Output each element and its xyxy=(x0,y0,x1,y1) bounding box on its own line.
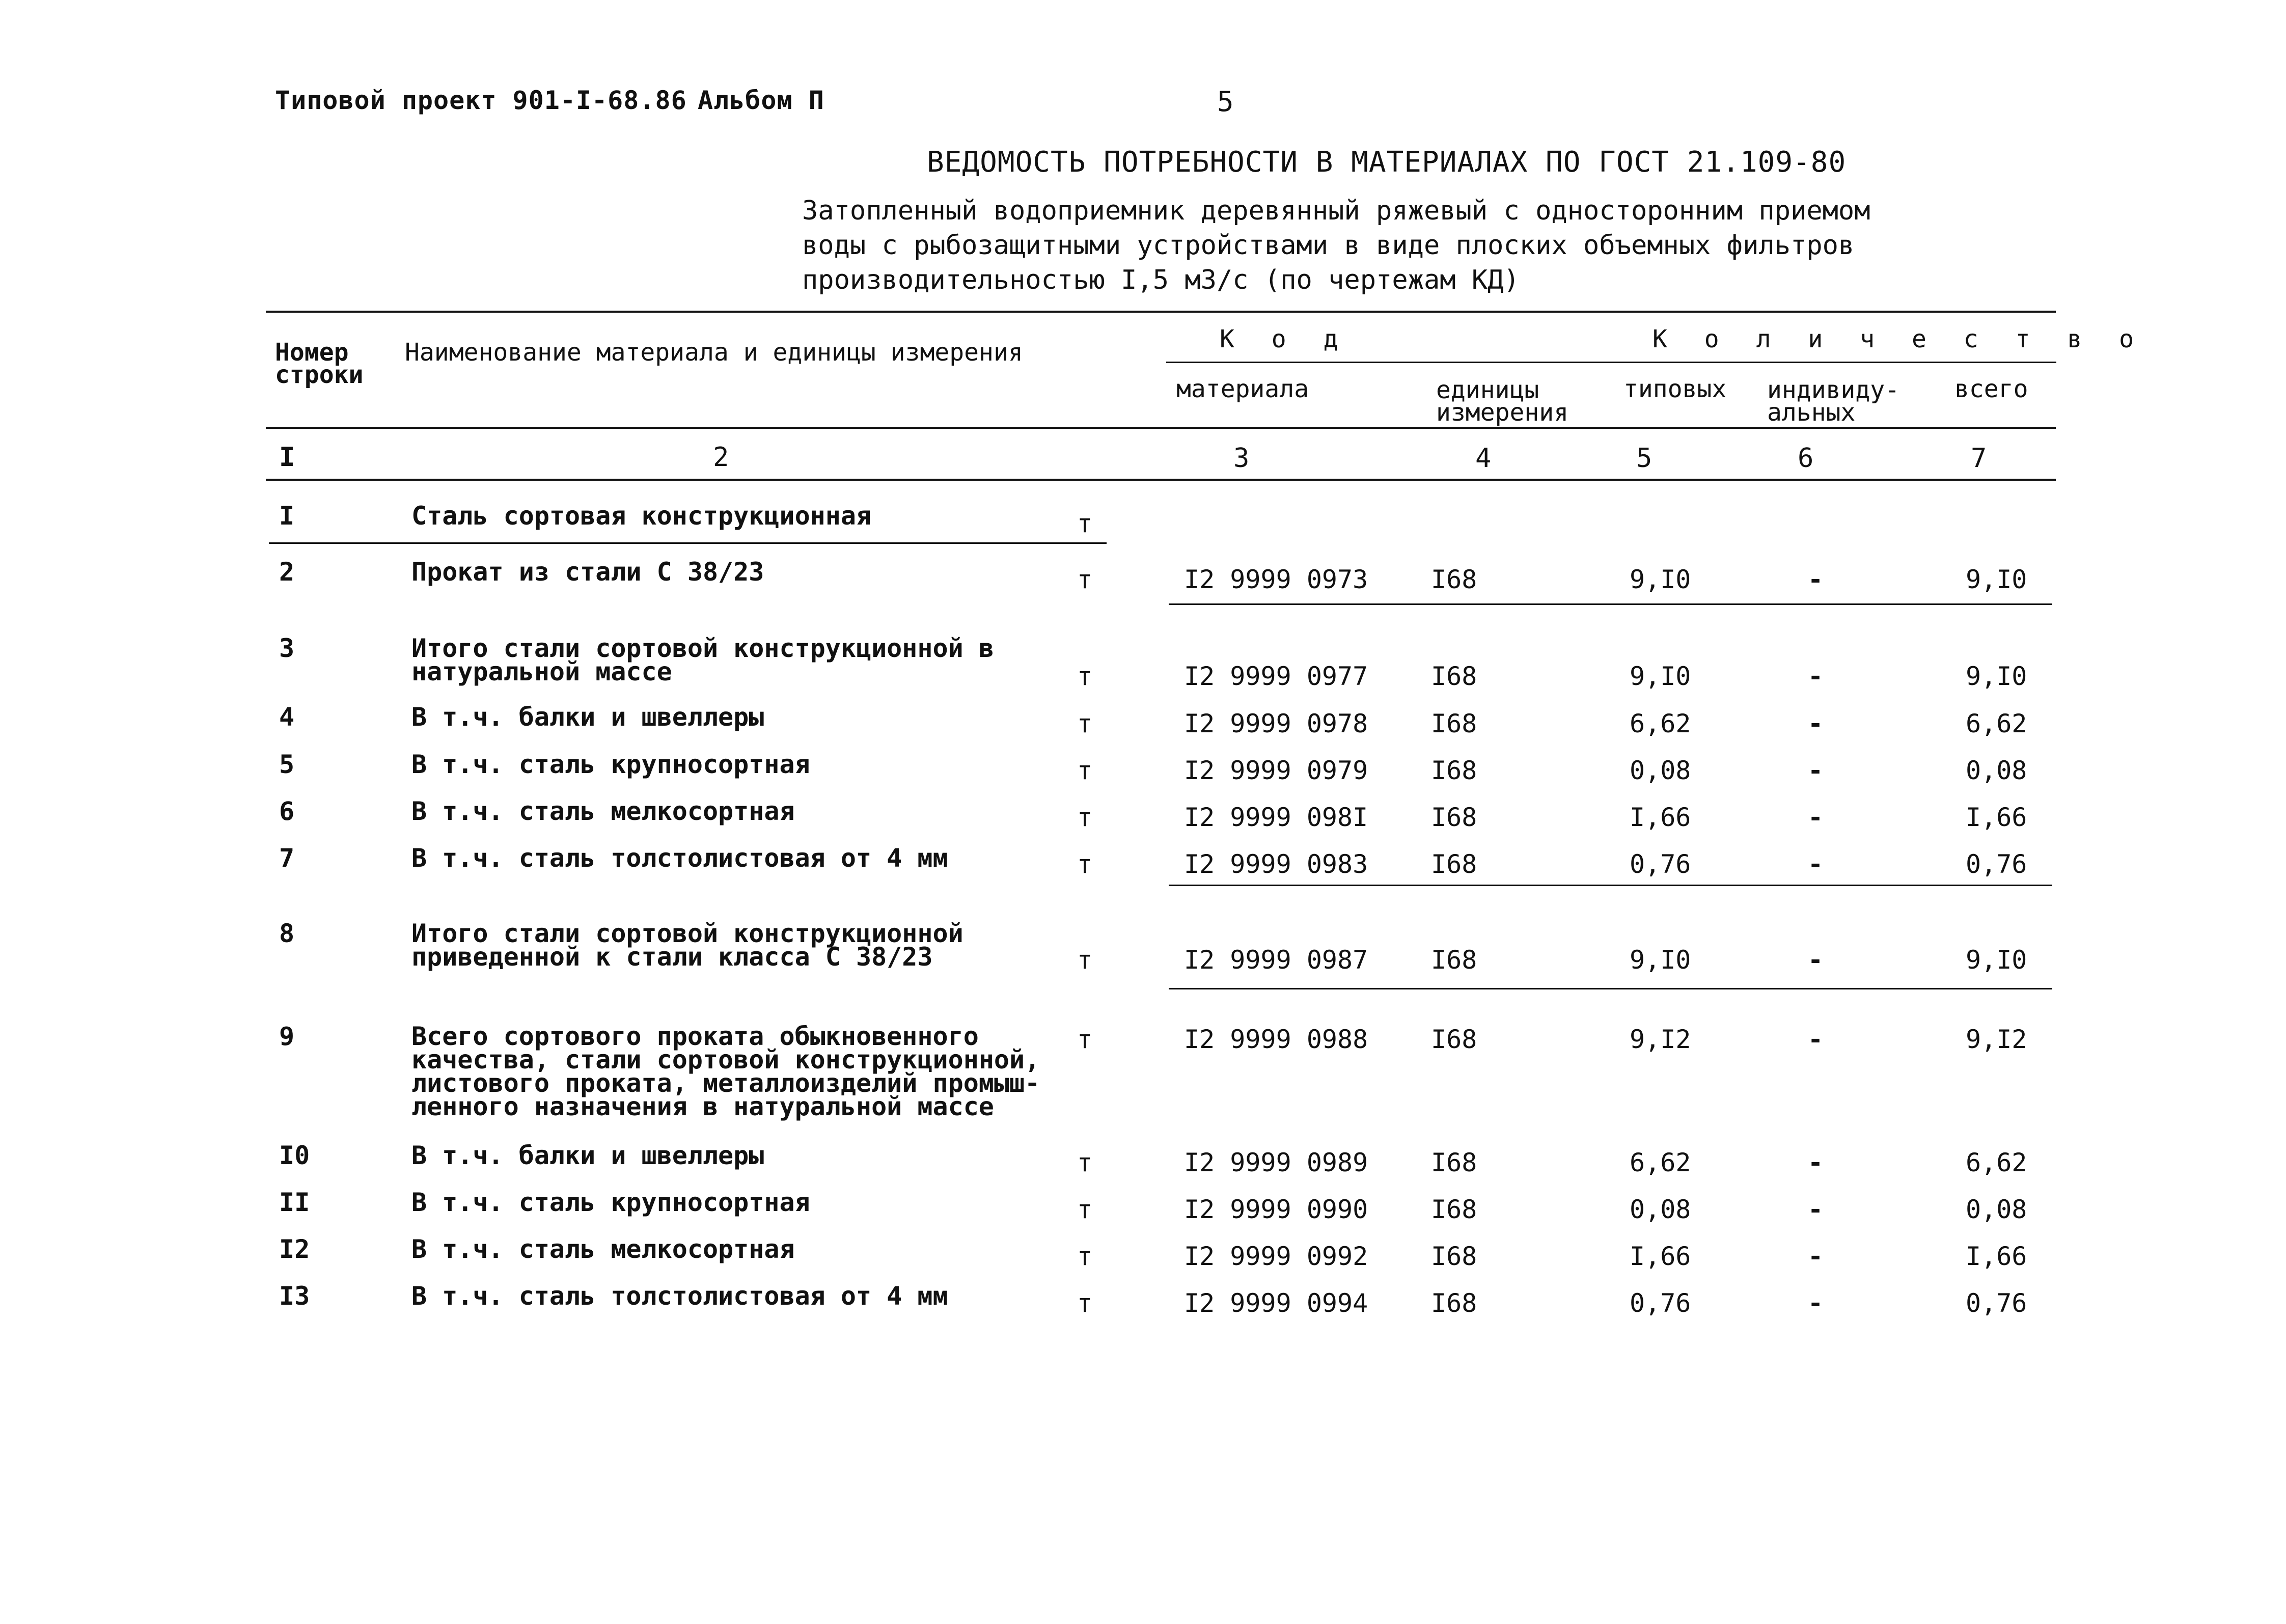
material-code: I2 9999 0979 xyxy=(1184,756,1368,785)
material-name: Прокат из стали С 38/23 xyxy=(411,557,764,587)
row-number: 3 xyxy=(279,634,295,663)
material-code: I2 9999 0977 xyxy=(1184,662,1368,691)
column-number: 3 xyxy=(1233,443,1250,474)
typical-qty: 0,76 xyxy=(1630,849,1691,879)
row-number: 4 xyxy=(279,702,295,732)
header-bottom-rule xyxy=(266,427,2056,429)
header-group-rule xyxy=(1166,362,2056,363)
material-name: В т.ч. сталь мелкосортная xyxy=(411,796,795,826)
unit-cell: т xyxy=(1077,662,1093,691)
column-number: 4 xyxy=(1475,443,1492,474)
column-number: I xyxy=(279,442,295,473)
row-separator xyxy=(1169,885,2052,886)
material-name: В т.ч. сталь крупносортная xyxy=(411,750,810,779)
column-numbers-rule xyxy=(266,479,2056,481)
total-qty: 9,I0 xyxy=(1966,662,2027,691)
subtitle-line-3: производительностью I,5 м3/с (по чертежам КД) xyxy=(802,265,1520,295)
total-qty: 0,08 xyxy=(1966,756,2027,785)
individual-qty: - xyxy=(1807,945,1824,975)
material-code: I2 9999 098I xyxy=(1184,803,1368,832)
header-individual: альных xyxy=(1767,398,1856,427)
column-number: 7 xyxy=(1971,443,1987,474)
row-separator xyxy=(1169,603,2052,605)
row-number: I0 xyxy=(279,1141,310,1170)
row-number: I xyxy=(279,501,295,531)
typical-qty: 9,I0 xyxy=(1630,662,1691,691)
header-row-number: строки xyxy=(275,361,364,389)
row-number: II xyxy=(279,1188,310,1217)
typical-qty: 6,62 xyxy=(1630,709,1691,738)
unit-cell: т xyxy=(1077,849,1093,879)
material-name: В т.ч. сталь крупносортная xyxy=(411,1188,810,1217)
subtitle-line-2: воды с рыбозащитными устройствами в виде плоских объемных фильтров xyxy=(802,230,1855,261)
total-qty: 6,62 xyxy=(1966,1148,2027,1177)
uom-code: I68 xyxy=(1431,1288,1477,1318)
individual-qty: - xyxy=(1807,662,1824,691)
uom-code: I68 xyxy=(1431,1025,1477,1054)
unit-cell: т xyxy=(1077,565,1093,594)
total-qty: 9,I2 xyxy=(1966,1025,2027,1054)
uom-code: I68 xyxy=(1431,709,1477,738)
total-qty: 6,62 xyxy=(1966,709,2027,738)
total-qty: 0,76 xyxy=(1966,1288,2027,1318)
material-code: I2 9999 0990 xyxy=(1184,1195,1368,1224)
row-separator xyxy=(269,542,1107,544)
unit-cell: т xyxy=(1077,709,1093,738)
page-number: 5 xyxy=(1217,86,1234,118)
material-code: I2 9999 0983 xyxy=(1184,849,1368,879)
material-code: I2 9999 0978 xyxy=(1184,709,1368,738)
material-code: I2 9999 0973 xyxy=(1184,565,1368,594)
total-qty: I,66 xyxy=(1966,803,2027,832)
individual-qty: - xyxy=(1807,849,1824,879)
unit-cell: т xyxy=(1077,1195,1093,1224)
row-number: I2 xyxy=(279,1234,310,1264)
typical-qty: 0,08 xyxy=(1630,1195,1691,1224)
typical-qty: 6,62 xyxy=(1630,1148,1691,1177)
table-top-rule xyxy=(266,311,2056,313)
row-number: 9 xyxy=(279,1022,295,1051)
individual-qty: - xyxy=(1807,1288,1824,1318)
row-separator xyxy=(1169,988,2052,989)
material-name: В т.ч. сталь мелкосортная xyxy=(411,1234,795,1264)
header-total: всего xyxy=(1954,375,2028,403)
individual-qty: - xyxy=(1807,1025,1824,1054)
unit-cell: т xyxy=(1077,1148,1093,1177)
typical-qty: 9,I0 xyxy=(1630,565,1691,594)
uom-code: I68 xyxy=(1431,1242,1477,1271)
header-row-number: Номер xyxy=(275,338,349,367)
material-name: В т.ч. балки и швеллеры xyxy=(411,702,764,732)
unit-cell: т xyxy=(1077,803,1093,832)
typical-qty: I,66 xyxy=(1630,1242,1691,1271)
unit-cell: т xyxy=(1077,945,1093,975)
total-qty: 9,I0 xyxy=(1966,565,2027,594)
unit-cell: т xyxy=(1077,1242,1093,1271)
document-title: ВЕДОМОСТЬ ПОТРЕБНОСТИ В МАТЕРИАЛАХ ПО ГОСТ 21.109-80 xyxy=(927,146,1847,179)
header-uom-code: измерения xyxy=(1436,398,1569,427)
unit-cell: т xyxy=(1077,1025,1093,1054)
uom-code: I68 xyxy=(1431,803,1477,832)
row-number: 8 xyxy=(279,919,295,948)
uom-code: I68 xyxy=(1431,662,1477,691)
uom-code: I68 xyxy=(1431,1148,1477,1177)
material-name: Итого стали сортовой конструкционной приведенной к стали класса С 38/23 xyxy=(411,919,963,972)
row-number: I3 xyxy=(279,1281,310,1311)
typical-qty: 9,I2 xyxy=(1630,1025,1691,1054)
column-number: 5 xyxy=(1636,443,1652,474)
material-code: I2 9999 0994 xyxy=(1184,1288,1368,1318)
material-name: Всего сортового проката обыкновенного качества, стали сортовой конструкционной, листового проката, металлоизделий промыш- ленного назначения в натуральной массе xyxy=(411,1022,1040,1121)
album-label: Альбом П xyxy=(698,86,824,115)
individual-qty: - xyxy=(1807,756,1824,785)
material-code: I2 9999 0987 xyxy=(1184,945,1368,975)
material-name: Итого стали сортовой конструкционной в натуральной массе xyxy=(411,634,994,686)
individual-qty: - xyxy=(1807,803,1824,832)
material-code: I2 9999 0989 xyxy=(1184,1148,1368,1177)
uom-code: I68 xyxy=(1431,945,1477,975)
typical-qty: 0,76 xyxy=(1630,1288,1691,1318)
header-material-name: Наименование материала и единицы измерения xyxy=(405,338,1023,367)
typical-qty: 0,08 xyxy=(1630,756,1691,785)
material-name: В т.ч. сталь толстолистовая от 4 мм xyxy=(411,1281,948,1311)
total-qty: 9,I0 xyxy=(1966,945,2027,975)
individual-qty: - xyxy=(1807,709,1824,738)
individual-qty: - xyxy=(1807,1242,1824,1271)
unit-cell: т xyxy=(1077,756,1093,785)
row-number: 7 xyxy=(279,843,295,873)
uom-code: I68 xyxy=(1431,565,1477,594)
subtitle-line-1: Затопленный водоприемник деревянный ряжевый с односторонним приемом xyxy=(802,196,1870,226)
typical-qty: 9,I0 xyxy=(1630,945,1691,975)
material-name: В т.ч. балки и швеллеры xyxy=(411,1141,764,1170)
uom-code: I68 xyxy=(1431,849,1477,879)
material-code: I2 9999 0988 xyxy=(1184,1025,1368,1054)
individual-qty: - xyxy=(1807,1148,1824,1177)
total-qty: I,66 xyxy=(1966,1242,2027,1271)
individual-qty: - xyxy=(1807,565,1824,594)
row-number: 2 xyxy=(279,557,295,587)
uom-code: I68 xyxy=(1431,756,1477,785)
material-code: I2 9999 0992 xyxy=(1184,1242,1368,1271)
row-number: 6 xyxy=(279,796,295,826)
header-material-code: материала xyxy=(1176,375,1309,403)
material-name: Сталь сортовая конструкционная xyxy=(411,501,872,531)
column-number: 2 xyxy=(713,442,729,473)
header-uom-code: единицы xyxy=(1436,376,1539,404)
unit-cell: т xyxy=(1077,509,1093,538)
uom-code: I68 xyxy=(1431,1195,1477,1224)
total-qty: 0,08 xyxy=(1966,1195,2027,1224)
header-quantity-group: К о л и ч е с т в о xyxy=(1652,325,2145,353)
total-qty: 0,76 xyxy=(1966,849,2027,879)
column-number: 6 xyxy=(1798,443,1814,474)
row-number: 5 xyxy=(279,750,295,779)
header-code-group: К о д xyxy=(1220,325,1349,353)
header-individual: индивиду- xyxy=(1767,376,1900,404)
project-designation: Типовой проект 901-I-68.86 xyxy=(275,86,687,115)
individual-qty: - xyxy=(1807,1195,1824,1224)
header-typical: типовых xyxy=(1623,375,1727,403)
unit-cell: т xyxy=(1077,1288,1093,1318)
typical-qty: I,66 xyxy=(1630,803,1691,832)
material-name: В т.ч. сталь толстолистовая от 4 мм xyxy=(411,843,948,873)
